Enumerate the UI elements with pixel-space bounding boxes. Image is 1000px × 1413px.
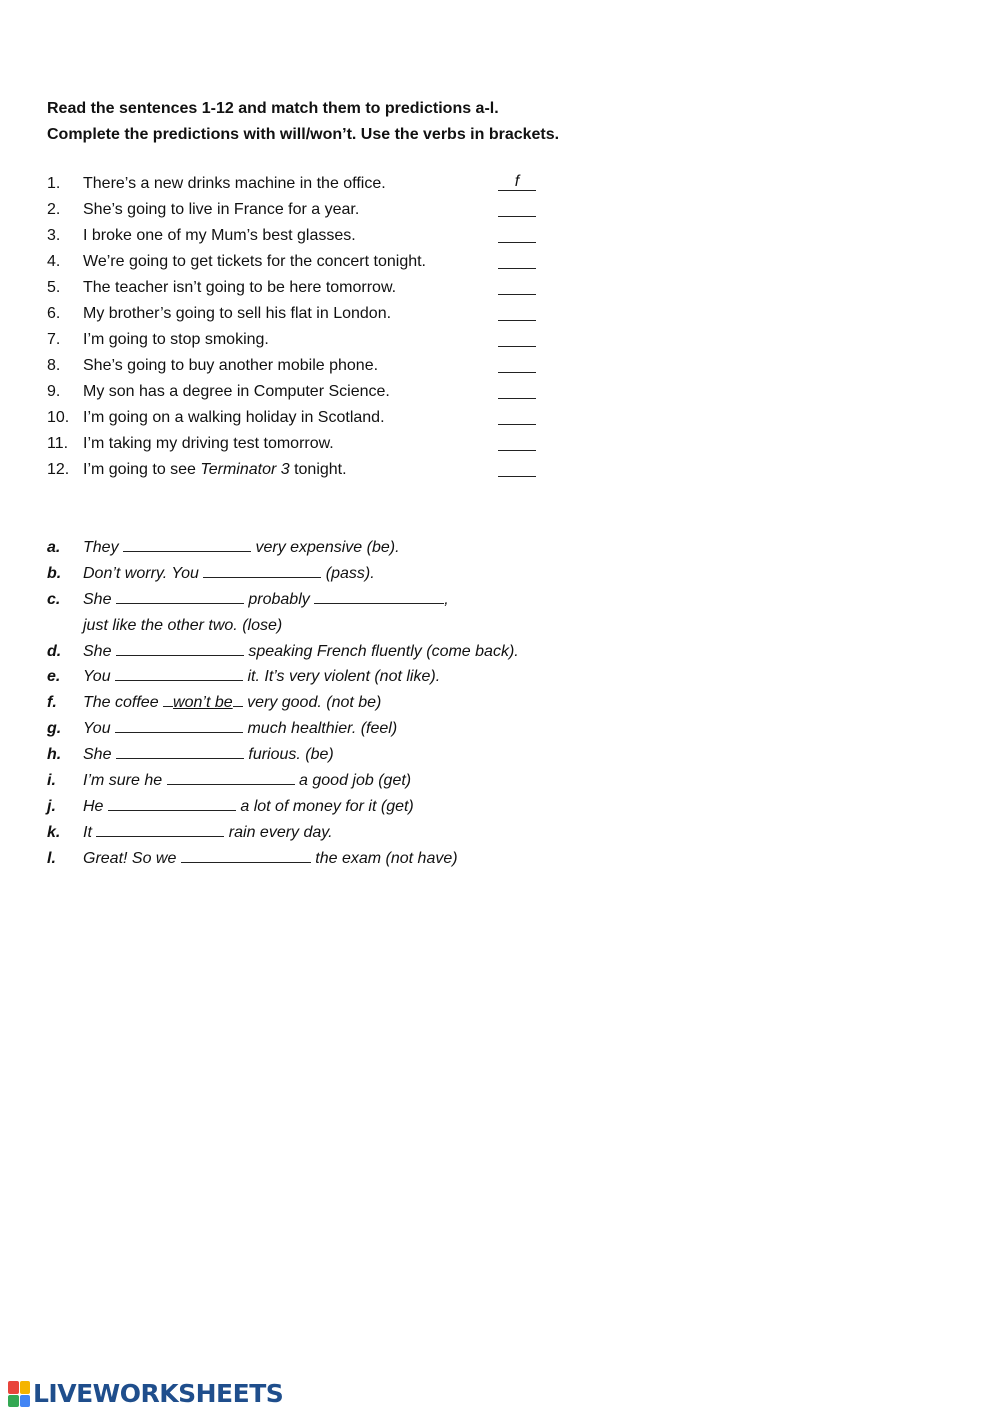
instructions [47,96,559,148]
answer-field[interactable] [498,431,536,457]
prediction-before: I’m sure he [83,772,167,790]
sentence-text: I broke one of my Mum’s best glasses. [83,227,356,244]
answer-value: f [514,173,520,190]
prediction-before: She [83,642,116,660]
sentence-row [47,431,607,457]
prediction-blank[interactable] [181,846,311,863]
prediction-before: Great! So we [83,849,181,867]
prediction-row-d [47,639,647,665]
sentence-text: I’m going to stop smoking. [83,331,269,348]
answer-field[interactable] [498,327,536,353]
sentence-text: She’s going to buy another mobile phone. [83,357,379,374]
prediction-before: You [83,720,116,738]
prediction-text [83,690,381,716]
instruction-line-2: Complete the predictions with will/won’t. Use the verbs in brackets. [47,126,560,143]
sentence-text: There’s a new drinks machine in the office. [83,175,386,192]
prediction-row-k [47,820,647,846]
prediction-after: the exam (not have) [310,849,458,867]
prediction-row-g [47,716,647,742]
prediction-after: speaking French fluently (come back). [243,642,519,660]
prediction-blank-2[interactable] [314,587,444,604]
sentence-text: My son has a degree in Computer Science. [83,383,390,400]
prediction-row-a [47,535,647,561]
prediction-letter: d. [47,642,62,660]
prediction-text [83,742,334,768]
prediction-row-b [47,561,647,587]
prediction-row-h [47,742,647,768]
prediction-text [83,664,440,690]
prediction-letter: i. [47,772,56,790]
prediction-row-e [47,664,647,690]
prediction-letter: k. [47,823,61,841]
prediction-row-c [47,587,647,613]
prediction-letter: l. [47,849,56,867]
answer-field[interactable] [498,275,536,301]
prediction-row-j [47,794,647,820]
prediction-before: Don’t worry. You [83,564,204,582]
answer-field[interactable] [498,171,536,197]
sentence-row [47,301,607,327]
prediction-blank[interactable] [116,587,244,604]
prediction-before: It [83,823,97,841]
prediction-answer: won’t be [173,694,233,712]
sentence-row [47,223,607,249]
prediction-blank[interactable] [116,639,244,656]
sentence-number: 8. [47,357,61,374]
answer-field[interactable] [498,197,536,223]
prediction-blank[interactable] [108,794,236,811]
answer-field[interactable] [498,223,536,249]
prediction-letter: g. [47,720,62,738]
prediction-before: They [83,539,124,556]
sentence-number: 6. [47,305,61,322]
sentence-row [47,171,607,197]
sentence-text: We’re going to get tickets for the concert tonight. [83,253,426,270]
sentence-text: The teacher isn’t going to be here tomorrow. [83,279,397,296]
sentence-text: I’m going on a walking holiday in Scotland. [83,409,385,426]
prediction-after: , [444,590,449,608]
prediction-letter: b. [47,564,62,582]
sentence-list [47,171,607,483]
sentence-row [47,379,607,405]
prediction-after: (pass). [321,564,375,582]
prediction-row-l [47,846,647,872]
prediction-filled-answer[interactable] [163,690,243,716]
prediction-text [83,639,519,665]
prediction-blank[interactable] [115,664,243,681]
sentence-number: 9. [47,383,61,400]
prediction-text [83,716,397,742]
prediction-text [83,846,458,872]
sentence-row [47,405,607,431]
answer-field[interactable] [498,249,536,275]
sentence-number: 2. [47,201,61,218]
prediction-after: rain every day. [224,823,333,841]
prediction-text [83,561,375,587]
prediction-blank[interactable] [123,535,251,552]
prediction-blank[interactable] [203,561,321,578]
prediction-letter: f. [47,694,57,712]
logo-block [8,1395,19,1408]
prediction-blank[interactable] [96,820,224,837]
prediction-before: You [83,668,116,686]
sentence-row [47,327,607,353]
prediction-after: it. It’s very violent (not like). [243,668,441,686]
prediction-letter: h. [47,746,62,764]
sentence-number: 5. [47,279,61,296]
answer-field[interactable] [498,301,536,327]
prediction-letter: a. [47,539,61,556]
prediction-after: a lot of money for it (get) [235,797,414,815]
sentence-number: 1. [47,175,61,192]
instruction-line-1: Read the sentences 1-12 and match them to predictions a-l. [47,100,499,117]
prediction-middle: probably [243,590,315,608]
sentence-text: I’m taking my driving test tomorrow. [83,435,334,452]
prediction-before: The coffee [83,694,164,712]
prediction-before: She [83,746,116,764]
prediction-row-f [47,690,647,716]
prediction-after: furious. (be) [243,746,334,764]
logo-blocks-icon [8,1381,30,1407]
logo-block [20,1395,31,1408]
answer-field[interactable] [498,405,536,431]
logo-block [20,1381,31,1394]
sentence-row [47,275,607,301]
prediction-list [47,535,647,872]
prediction-text [83,768,411,794]
prediction-text [83,535,400,561]
sentence-text-before: I’m going to see [83,461,201,478]
answer-field[interactable] [498,379,536,405]
sentence-text: My brother’s going to sell his flat in London. [83,305,392,322]
sentence-number: 3. [47,227,61,244]
prediction-text: just like the other two. (lose) [83,616,283,634]
sentence-row [47,457,607,483]
logo-text: LIVEWORKSHEETS [33,1379,284,1408]
logo-block [8,1381,19,1394]
prediction-text [83,794,414,820]
prediction-before: He [83,797,108,815]
sentence-row [47,197,607,223]
prediction-after: very good. (not be) [242,694,382,712]
sentence-number: 11. [47,435,69,452]
film-title: Terminator 3 [200,461,290,478]
prediction-letter: c. [47,590,61,608]
sentence-row [47,353,607,379]
sentence-row [47,249,607,275]
prediction-before: She [83,590,116,608]
sentence-number: 7. [47,331,61,348]
prediction-text [83,587,449,613]
sentence-number: 10. [47,409,70,426]
sentence-text: She’s going to live in France for a year. [83,201,360,218]
answer-field[interactable] [498,457,536,483]
sentence-text [83,457,347,483]
prediction-letter: e. [47,668,61,686]
prediction-blank[interactable] [116,742,244,759]
answer-field[interactable] [498,353,536,379]
prediction-letter: j. [47,797,56,815]
sentence-text-after: tonight. [289,461,347,478]
prediction-after: a good job (get) [294,772,412,790]
prediction-after: much healthier. (feel) [243,720,398,738]
prediction-after: very expensive (be). [251,539,400,556]
sentence-number: 12. [47,461,70,478]
sentence-number: 4. [47,253,61,270]
prediction-blank[interactable] [167,768,295,785]
prediction-row-c-continued [47,613,647,639]
liveworksheets-logo [8,1380,283,1408]
prediction-text [83,820,333,846]
prediction-blank[interactable] [115,716,243,733]
prediction-row-i [47,768,647,794]
